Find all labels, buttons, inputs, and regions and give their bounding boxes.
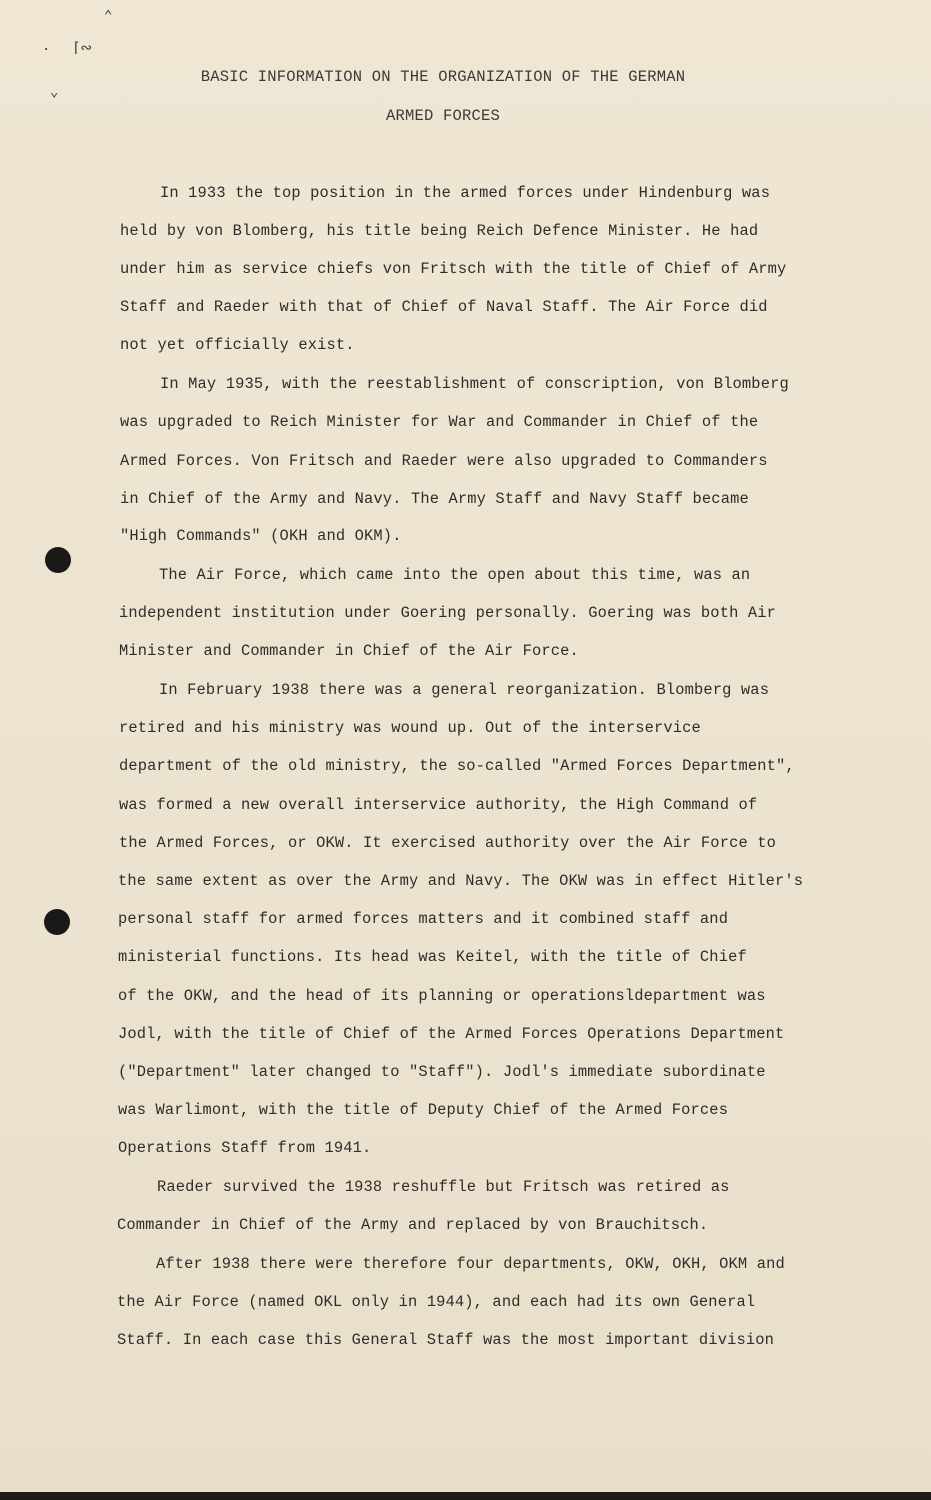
text-line: ministerial functions. Its head was Keitel, with the title of Chief bbox=[118, 948, 747, 966]
punch-hole-icon bbox=[45, 547, 71, 573]
text-line: the same extent as over the Army and Navy. The OKW was in effect Hitler's bbox=[118, 872, 804, 890]
text-line: Minister and Commander in Chief of the Air Force. bbox=[119, 642, 579, 660]
text-line: In May 1935, with the reestablishment of conscription, von Blomberg bbox=[160, 375, 789, 393]
document-title-line-2: ARMED FORCES bbox=[385, 107, 501, 125]
text-line: "High Commands" (OKH and OKM). bbox=[120, 527, 402, 545]
handwritten-mark: ⌃ bbox=[104, 9, 113, 25]
text-line: Operations Staff from 1941. bbox=[118, 1139, 372, 1157]
handwritten-mark: ⌈∾ bbox=[72, 41, 93, 57]
text-line: Commander in Chief of the Army and replaced by von Brauchitsch. bbox=[117, 1216, 709, 1234]
text-line: Jodl, with the title of Chief of the Armed Forces Operations Department bbox=[118, 1025, 785, 1043]
text-line: Staff. In each case this General Staff was the most important division bbox=[117, 1331, 775, 1349]
text-line: Raeder survived the 1938 reshuffle but Fritsch was retired as bbox=[157, 1178, 730, 1196]
text-line: was formed a new overall interservice authority, the High Command of bbox=[119, 796, 758, 814]
text-line: held by von Blomberg, his title being Reich Defence Minister. He had bbox=[120, 222, 759, 240]
text-line: the Air Force (named OKL only in 1944), and each had its own General bbox=[117, 1293, 756, 1311]
text-line: In 1933 the top position in the armed forces under Hindenburg was bbox=[160, 184, 771, 202]
text-line: independent institution under Goering personally. Goering was both Air bbox=[119, 604, 777, 622]
text-line: personal staff for armed forces matters and it combined staff and bbox=[118, 910, 729, 928]
handwritten-mark: · bbox=[42, 42, 51, 58]
text-line: department of the old ministry, the so-called "Armed Forces Department", bbox=[119, 757, 795, 775]
text-line: ("Department" later changed to "Staff"). Jodl's immediate subordinate bbox=[118, 1063, 766, 1081]
text-line: the Armed Forces, or OKW. It exercised authority over the Air Force to bbox=[119, 834, 777, 852]
text-line: in Chief of the Army and Navy. The Army Staff and Navy Staff became bbox=[120, 490, 749, 508]
text-line: was upgraded to Reich Minister for War and Commander in Chief of the bbox=[120, 413, 759, 431]
punch-hole-icon bbox=[44, 909, 70, 935]
text-line: In February 1938 there was a general reorganization. Blomberg was bbox=[159, 681, 770, 699]
text-line: under him as service chiefs von Fritsch with the title of Chief of Army bbox=[120, 260, 787, 278]
text-line: Staff and Raeder with that of Chief of Naval Staff. The Air Force did bbox=[120, 298, 768, 316]
document-title-line-1: BASIC INFORMATION ON THE ORGANIZATION OF THE GERMAN bbox=[200, 68, 686, 86]
text-line: Armed Forces. Von Fritsch and Raeder were also upgraded to Commanders bbox=[120, 452, 768, 470]
handwritten-mark: ⌄ bbox=[50, 85, 59, 101]
text-line: The Air Force, which came into the open about this time, was an bbox=[159, 566, 751, 584]
text-line: of the OKW, and the head of its planning or operationsldepartment was bbox=[118, 987, 766, 1005]
text-line: not yet officially exist. bbox=[120, 336, 355, 354]
text-line: was Warlimont, with the title of Deputy Chief of the Armed Forces bbox=[118, 1101, 729, 1119]
text-line: After 1938 there were therefore four departments, OKW, OKH, OKM and bbox=[156, 1255, 785, 1273]
scan-bottom-edge bbox=[0, 1492, 931, 1500]
text-line: retired and his ministry was wound up. Out of the interservice bbox=[119, 719, 701, 737]
